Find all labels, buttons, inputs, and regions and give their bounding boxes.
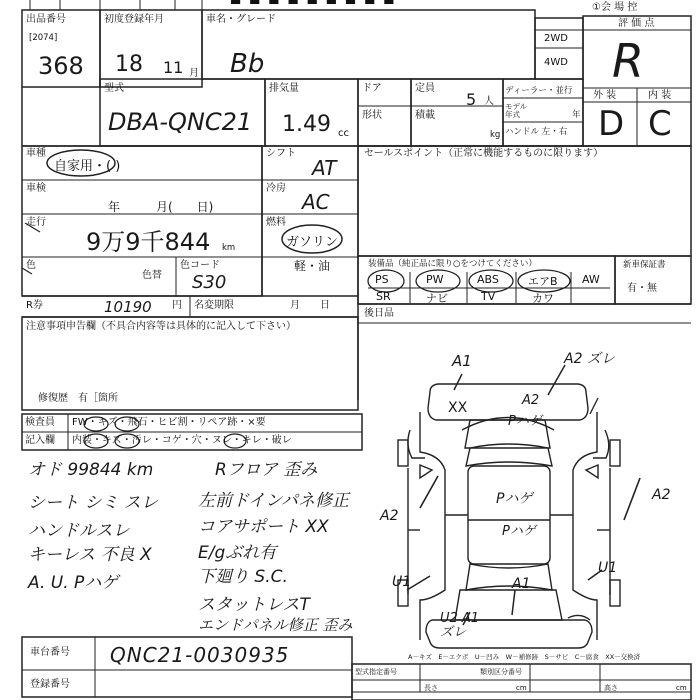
mileage-label: 走行 <box>26 217 46 228</box>
selling-points-label: セールスポイント（正常に機能するものに限ります） <box>364 148 604 159</box>
class-label: 類別区分番号 <box>480 668 522 676</box>
mark-u1-right: U1 <box>598 560 618 576</box>
capacity-unit: 人 <box>484 96 494 107</box>
mark-phage-roof: Pハゲ <box>496 491 533 507</box>
note-right-1: Rフロア 歪み <box>215 460 318 480</box>
warranty-label: 新車保証書 <box>623 260 666 270</box>
mark-phage-rear: Pハゲ <box>502 524 536 539</box>
recycle-value: 10190 <box>104 298 152 316</box>
aircon-label: 冷房 <box>266 183 286 194</box>
check-row-2: 内装・キズ・汚レ・コゲ・穴・ヌレ・キレ・破レ <box>72 435 292 446</box>
first-reg-label: 初度登録年月 <box>104 14 164 25</box>
model-grade-label: 車名・グレード <box>206 14 276 25</box>
limit-label: 名変期限 <box>194 300 234 311</box>
equip-airbag: エアB <box>528 275 558 288</box>
mark-a2-zure: A2 ズレ <box>564 351 615 367</box>
color-label: 色 <box>26 260 36 271</box>
length-unit: cm <box>516 684 527 692</box>
displacement-label: 排気量 <box>269 83 299 94</box>
shift-value: AT <box>312 156 337 180</box>
note-left-2: シート シミ スレ <box>28 493 158 513</box>
usage-value: 自家用・( ) <box>54 159 121 174</box>
mark-a2-left: A2 <box>380 508 399 524</box>
mark-xx: XX <box>448 400 468 416</box>
mark-a1-rear: A1 <box>512 576 531 592</box>
shape-label: 形状 <box>362 110 382 121</box>
capacity-label: 定員 <box>415 83 435 94</box>
mark-a1-front: A1 <box>452 352 472 370</box>
usage-label: 車種 <box>26 148 46 159</box>
interior-grade: C <box>648 104 672 144</box>
fuel-value: ガソリン <box>286 235 339 250</box>
mark-a2-hood: A2 <box>522 393 540 408</box>
mark-phage-hood: Pハゲ <box>508 414 542 429</box>
model-year-unit: 年 <box>572 110 581 120</box>
lot-number: 368 <box>38 52 84 80</box>
lot-sub: [2074] <box>29 33 58 43</box>
mileage-value: 9万9千844 <box>86 228 211 256</box>
note-right-3: コアサポート XX <box>198 517 329 537</box>
reg-label: 登録番号 <box>30 679 70 690</box>
load-label: 積載 <box>415 110 435 121</box>
color-change-label: 色替 <box>142 270 162 281</box>
exterior-label: 外 装 <box>593 90 617 101</box>
entry-label: 記入欄 <box>25 435 55 446</box>
chassis-value: QNC21-0030935 <box>110 643 290 667</box>
grade-value: Bb <box>230 49 265 79</box>
equipment-label: 装備品（純正品に限り○をつけてください） <box>368 259 537 269</box>
model-year-label: モデル年式 <box>505 102 528 119</box>
length-label: 長さ <box>424 684 438 692</box>
lot-label: 出品番号 <box>26 14 66 25</box>
equip-navi: ナビ <box>426 292 448 305</box>
interior-label: 内 装 <box>648 90 672 101</box>
dealer-label: ディーラー・並行 <box>505 86 573 96</box>
note-left-5: A. U. Pハゲ <box>28 573 119 593</box>
equip-leather: カワ <box>532 292 554 305</box>
note-right-5: 下廻り S.C. <box>198 567 288 587</box>
color-no-value: S30 <box>192 272 227 293</box>
caution-label: 注意事項申告欄（不具合内容等は具体的に記入して下さい） <box>26 321 296 332</box>
inspection-label: 車検 <box>26 183 46 194</box>
mark-a2-right: A2 <box>652 487 671 503</box>
handle-label: ハンドル 左・右 <box>505 127 568 137</box>
model-code-value: DBA-QNC21 <box>108 108 253 136</box>
height-unit: cm <box>676 684 687 692</box>
equip-tv: TV <box>481 290 496 303</box>
shift-label: シフト <box>266 148 296 159</box>
aircon-value: AC <box>302 190 330 214</box>
inspection-fields: 年 月( 日) <box>108 200 214 214</box>
drive-2wd: 2WD <box>544 33 568 44</box>
top-right-note: ①会 場 控 <box>592 2 638 13</box>
after-label: 後日品 <box>364 308 394 319</box>
capacity-value: 5 <box>466 90 477 109</box>
first-reg-month: 11 <box>163 58 184 77</box>
exterior-grade: D <box>598 104 625 144</box>
note-left-4: キーレス 不良 X <box>28 545 152 565</box>
fuel-label: 燃料 <box>266 217 286 228</box>
model-code-label: 型式 <box>104 83 124 94</box>
note-left-1: オド 99844 km <box>28 460 154 480</box>
equip-ps: PS <box>375 273 389 286</box>
recycle-label: R券 <box>26 300 43 311</box>
note-left-3: ハンドルスレ <box>28 521 130 541</box>
recycle-unit: 円 <box>172 300 182 311</box>
equip-aw: AW <box>582 273 600 286</box>
fuel-alt: 軽・油 <box>294 259 331 273</box>
legend: A－キズ E－エクボ U－凹み W－補修跡 S－サビ C－腐食 XX－交換済 <box>408 653 641 661</box>
note-right-7: エンドパネル修正 歪み <box>198 616 353 634</box>
note-right-2: 左前ドインパネ修正 <box>198 491 349 511</box>
chassis-label: 車台番号 <box>30 647 70 658</box>
check-row-1: FW・キズ・飛石・ヒビ割・リペア跡・×要 <box>72 417 266 428</box>
repair-label: 修復歴 有［箇所 <box>38 393 118 404</box>
first-reg-year: 18 <box>115 52 143 77</box>
drive-4wd: 4WD <box>544 57 568 68</box>
doors-label: ドア <box>362 83 382 94</box>
mileage-unit: km <box>222 243 236 253</box>
equip-abs: ABS <box>477 273 499 286</box>
note-right-6: スタットレスT <box>198 595 310 615</box>
score-label: 評 価 点 <box>618 18 655 29</box>
note-right-4: E/gぶれ有 <box>198 543 277 563</box>
height-label: 高さ <box>604 684 618 692</box>
equip-sr: SR <box>376 290 391 303</box>
displacement-unit: cc <box>338 128 349 139</box>
displacement-value: 1.49 <box>282 112 331 137</box>
score-value: R <box>612 34 644 88</box>
cut-title: ▬ ▬ ▬ ▬ ▬ ▬ ▬ ▬ ▬ <box>230 0 397 8</box>
color-no-label: 色コード <box>180 260 220 271</box>
equip-pw: PW <box>426 273 444 286</box>
month-unit: 月 <box>189 68 199 79</box>
warranty-value: 有・無 <box>627 283 657 294</box>
load-unit: kg <box>490 130 501 140</box>
mark-u2-a1-zure: U2 A1 ズレ <box>440 611 480 640</box>
type-label: 型式指定番号 <box>355 668 397 676</box>
inspector-label: 検査員 <box>25 417 55 428</box>
limit-fields: 月 日 <box>290 300 330 311</box>
mark-u1-left: U1 <box>392 574 412 590</box>
